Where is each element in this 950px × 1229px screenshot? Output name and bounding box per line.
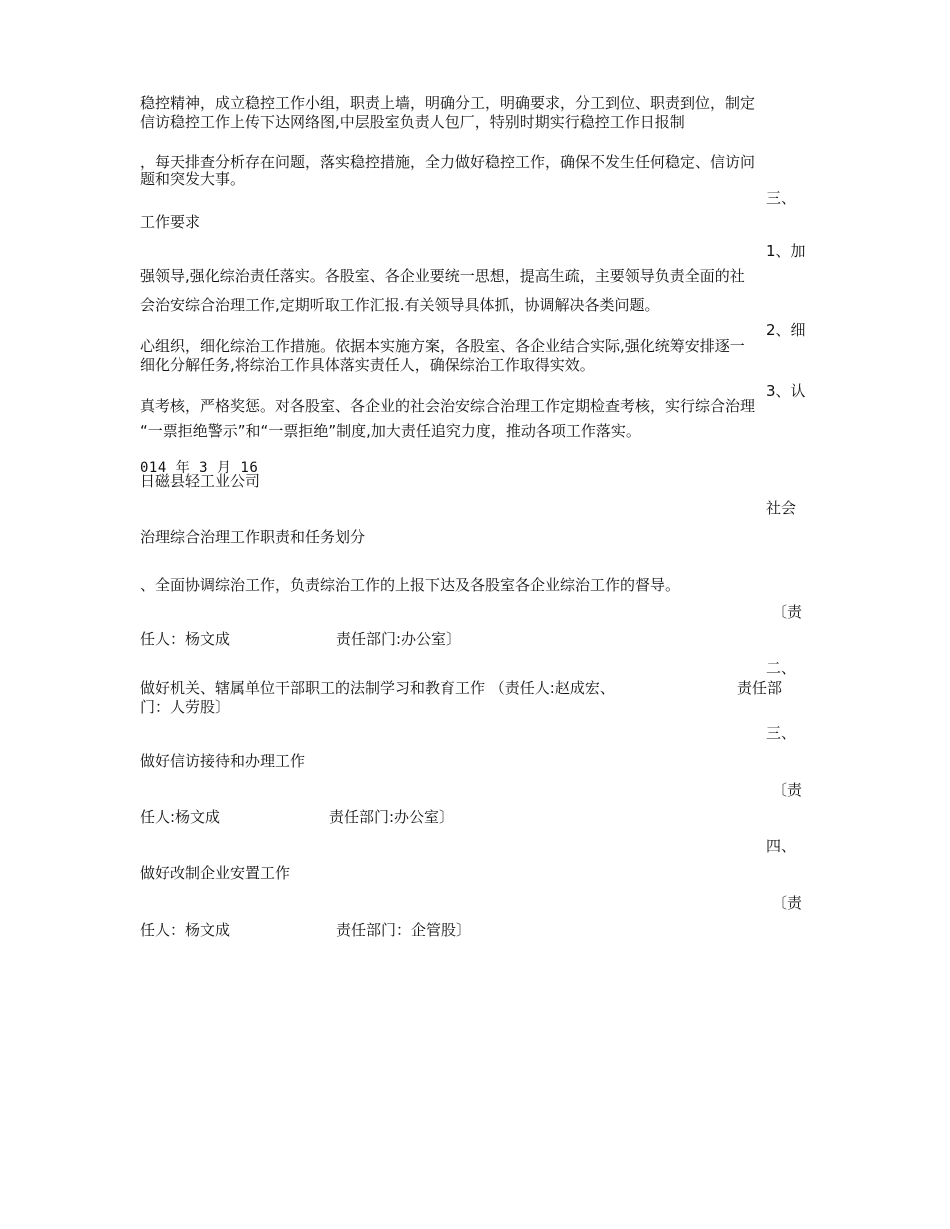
task-person: 任人：杨文成	[140, 630, 231, 648]
item-number: 1、加	[766, 242, 806, 260]
paragraph-line: 稳控精神，成立稳控工作小组，职责上墙，明确分工，明确要求，分工到位、职责到位，制定	[140, 94, 756, 112]
task-tail: 〔责	[772, 603, 803, 621]
task-dept: 责任部门：企管股〕	[336, 921, 472, 939]
task-dept: 门：人劳股〕	[140, 698, 231, 716]
item-number: 2、细	[766, 321, 806, 339]
section-number: 三、	[766, 189, 797, 207]
section-heading: 工作要求	[140, 213, 201, 231]
task-text: 做好改制企业安置工作	[140, 864, 291, 882]
paragraph-line: 信访稳控工作上传下达网络图,中层股室负责人包厂，特别时期实行稳控工作日报制	[140, 113, 685, 131]
task-number: 四、	[766, 837, 797, 855]
paragraph-line: 真考核，严格奖惩。对各股室、各企业的社会治安综合治理工作定期检查考核，实行综合治理	[140, 397, 756, 415]
paragraph-line: 细化分解任务,将综治工作具体落实责任人，确保综治工作取得实效。	[140, 356, 595, 374]
task-text: 做好信访接待和办理工作	[140, 752, 306, 770]
paragraph-line: 心组织，细化综治工作措施。依据本实施方案，各股室、各企业结合实际,强化统筹安排逐一	[140, 337, 745, 355]
task-tail: 〔责	[772, 781, 803, 799]
task-dept: 责任部门:办公室〕	[329, 808, 455, 826]
paragraph-line: “一票拒绝警示”和“一票拒绝”制度,加大责任追究力度，推动各项工作落实。	[140, 422, 641, 440]
paragraph-line: 强领导,强化综治责任落实。各股室、各企业要统一思想，提高生疏，主要领导负责全面的社	[140, 267, 745, 285]
task-dept: 责任部	[737, 679, 783, 697]
task-tail: 〔责	[772, 894, 803, 912]
task-text: 做好机关、辖属单位干部职工的法制学习和教育工作 （责任人:赵成宏、	[140, 679, 615, 697]
paragraph-line: 题和突发大事。	[140, 170, 246, 188]
task-dept: 责任部门:办公室〕	[336, 630, 462, 648]
date-line: 014 年 3 月 16	[140, 460, 259, 476]
task-person: 任人：杨文成	[140, 921, 231, 939]
paragraph-line: ，每天排查分析存在问题，落实稳控措施，全力做好稳控工作，确保不发生任何稳定、信访问	[140, 153, 756, 171]
paragraph-line: 会治安综合治理工作,定期听取工作汇报.有关领导具体抓，协调解决各类问题。	[140, 296, 660, 314]
section-title: 治理综合治理工作职责和任务划分	[140, 528, 366, 546]
organization-name: 日磁县轻工业公司	[140, 472, 261, 490]
task-person: 任人:杨文成	[140, 808, 221, 826]
task-number: 二、	[766, 659, 797, 677]
task-text: 、全面协调综治工作，负责综治工作的上报下达及各股室各企业综治工作的督导。	[140, 576, 681, 594]
section-tail: 社会	[766, 499, 797, 517]
task-number: 三、	[766, 724, 797, 742]
item-number: 3、认	[766, 382, 806, 400]
